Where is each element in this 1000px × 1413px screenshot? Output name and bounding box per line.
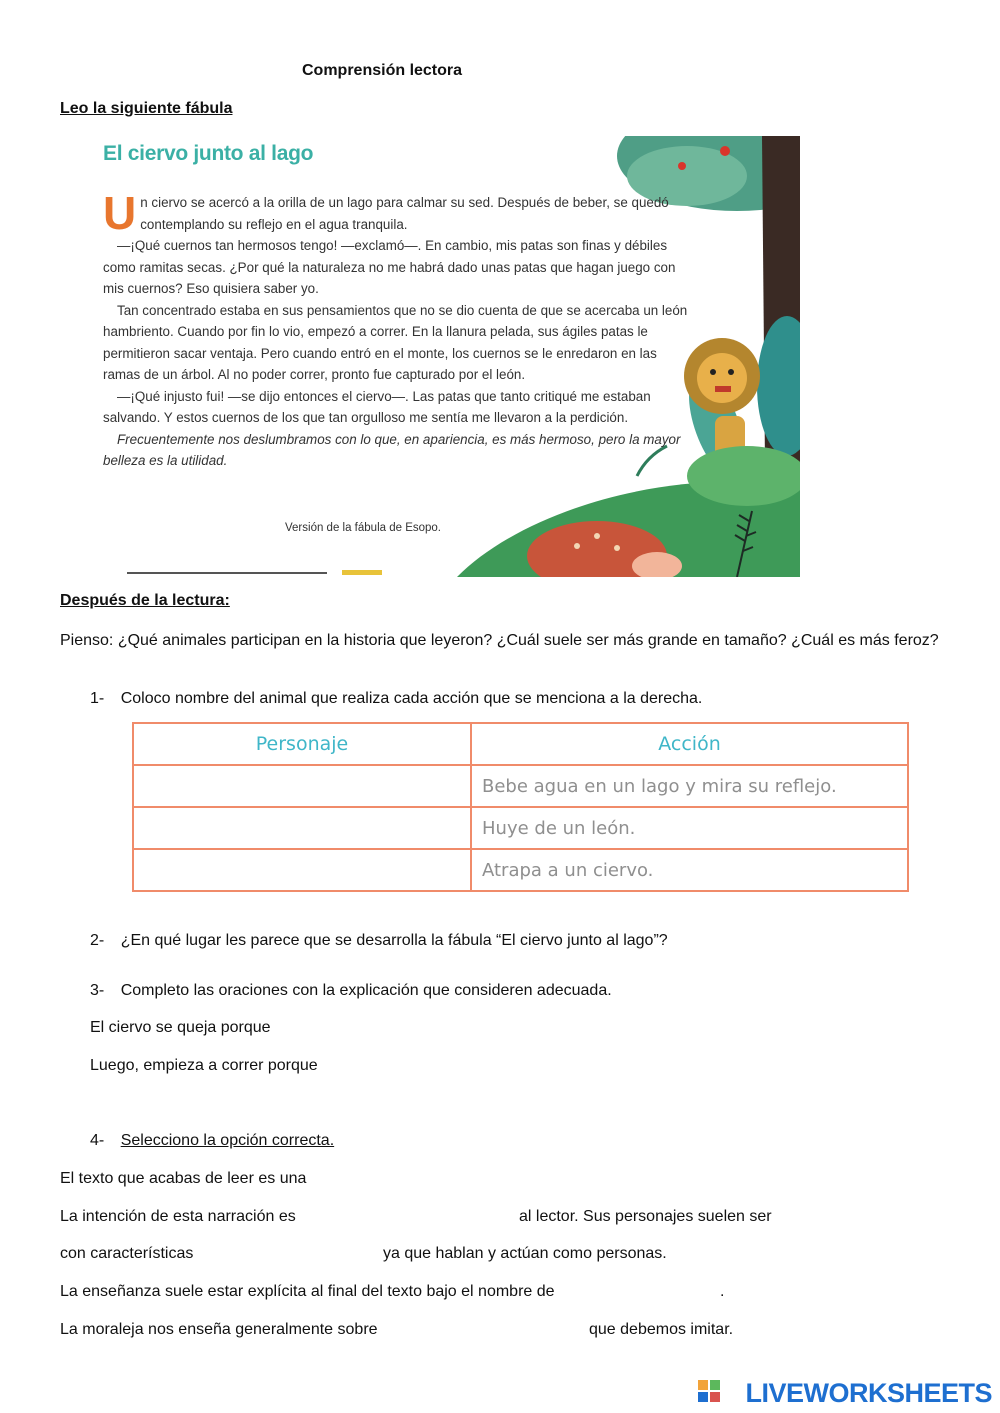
q3-sentence-2: Luego, empieza a correr porque: [90, 1057, 318, 1074]
page-title: Comprensión lectora: [302, 62, 463, 79]
question-4: [90, 1132, 334, 1150]
accion-cell: Bebe agua en un lago y mira su reflejo.: [471, 765, 908, 807]
after-reading-heading: Después de la lectura:: [60, 592, 230, 609]
accion-cell: Huye de un león.: [471, 807, 908, 849]
question-4-number: 4-: [90, 1132, 105, 1149]
liveworksheets-logo-icon: [698, 1380, 720, 1402]
fable-dropcap: U: [103, 187, 137, 239]
question-3-number: 3-: [90, 982, 105, 999]
fable-source: Versión de la fábula de Esopo.: [285, 522, 442, 534]
fable-paragraph-4: —¡Qué injusto fui! —se dijo entonces el ciervo—. Las patas que tanto critiqué me estaban salvando. Y estos cuernos de los que tan orgulloso me sentía me llevaron a la perdición.: [103, 388, 651, 425]
personaje-input-cell[interactable]: [133, 765, 471, 807]
question-1-number: 1-: [90, 690, 105, 707]
fable-paragraph-2: —¡Qué cuernos tan hermosos tengo! —exclamó—. En cambio, mis patas son finas y débiles como ramitas secas. ¿Por qué la naturaleza no me habrá dado unas patas que hagan juego con mis cuernos? Eso quisiera saber yo.: [103, 238, 676, 296]
question-3: [90, 982, 612, 1000]
personaje-input-cell[interactable]: [133, 849, 471, 891]
q4-line-4b: .: [720, 1283, 725, 1300]
question-2-number: 2-: [90, 932, 105, 949]
fable-paragraph-1: n ciervo se acercó a la orilla de un lago para calmar su sed. Después de beber, se quedó contemplando su reflejo en el agua tranquila.: [140, 195, 669, 232]
q3-sentence-1: El ciervo se queja porque: [90, 1019, 271, 1036]
q4-line-2b: al lector. Sus personajes suelen ser: [519, 1208, 772, 1225]
table-row: [133, 807, 908, 849]
question-4-text: Selecciono la opción correcta.: [120, 1132, 335, 1149]
question-1: [90, 690, 702, 708]
table-row: [133, 765, 908, 807]
question-2-text: ¿En qué lugar les parece que se desarrolla la fábula “El ciervo junto al lago”?: [120, 932, 668, 949]
accion-cell: Atrapa a un ciervo.: [471, 849, 908, 891]
q4-line-5b: que debemos imitar.: [589, 1321, 734, 1338]
fable-title: El ciervo junto al lago: [103, 142, 314, 165]
q4-line-2a: La intención de esta narración es: [60, 1208, 296, 1225]
question-2: [90, 932, 668, 950]
table-header-row: [133, 723, 908, 765]
intro-heading: Leo la siguiente fábula: [60, 100, 233, 117]
table-header-accion: Acción: [471, 723, 908, 765]
q4-line-4a: La enseñanza suele estar explícita al final del texto bajo el nombre de: [60, 1283, 555, 1300]
table-row: [133, 849, 908, 891]
fable-moral: Frecuentemente nos deslumbramos con lo que, en apariencia, es más hermoso, pero la mayor belleza es la utilidad.: [103, 431, 681, 468]
table-header-personaje: Personaje: [133, 723, 471, 765]
fable-paragraph-3: Tan concentrado estaba en sus pensamientos que no se dio cuenta de que se acercaba un león hambriento. Cuando por fin lo vio, empezó a correr. En la llanura pelada, sus ágiles patas le permitieron sacar ventaja. Pero cuando entró en el monte, los cuernos se le enredaron en las ramas de un árbol. Al no poder correr, pronto fue capturado por el león.: [103, 302, 688, 382]
fable-image: [97, 136, 800, 577]
question-3-text: Completo las oraciones con la explicación que consideren adecuada.: [120, 982, 612, 999]
q4-line-3b: ya que hablan y actúan como personas.: [383, 1245, 667, 1262]
character-action-table: [132, 722, 909, 892]
fable-body: [103, 187, 688, 472]
question-1-text: Coloco nombre del animal que realiza cada acción que se menciona a la derecha.: [120, 690, 703, 707]
think-prompt: Pienso: ¿Qué animales participan en la historia que leyeron? ¿Cuál suele ser más grande en tamaño? ¿Cuál es más feroz?: [60, 632, 939, 649]
q4-line-3a: con características: [60, 1245, 194, 1262]
liveworksheets-brand[interactable]: LIVEWORKSHEETS: [745, 1378, 992, 1408]
personaje-input-cell[interactable]: [133, 807, 471, 849]
q4-line-1: El texto que acabas de leer es una: [60, 1170, 307, 1187]
q4-line-5a: La moraleja nos enseña generalmente sobre: [60, 1321, 378, 1338]
